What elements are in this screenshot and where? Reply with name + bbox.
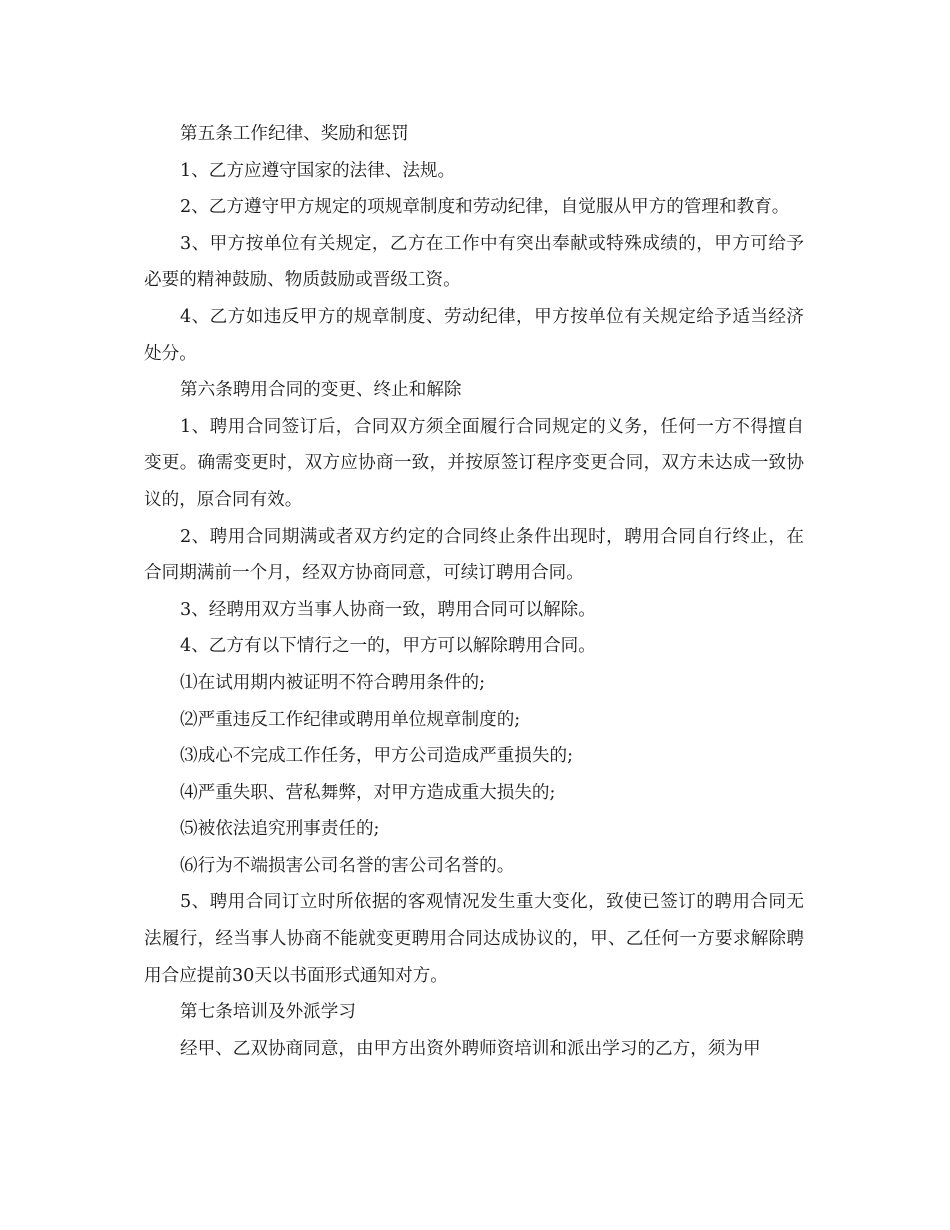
paragraph: 5、聘用合同订立时所依据的客观情况发生重大变化，致使已签订的聘用合同无法履行，经当事人协商不能就变更聘用合同达成协议的，甲、乙任何一方要求解除聘用合应提前30天以书面形式通知对方。 xyxy=(144,892,804,986)
paragraph: 2、聘用合同期满或者双方约定的合同终止条件出现时，聘用合同自行终止，在合同期满前一个月，经双方协商同意，可续订聘用合同。 xyxy=(144,526,804,584)
list-item: ⑹行为不端损害公司名誉的害公司名誉的。 xyxy=(180,855,515,876)
section-heading-6: 第六条聘用合同的变更、终止和解除 xyxy=(180,380,462,401)
paragraph: 3、经聘用双方当事人协商一致，聘用合同可以解除。 xyxy=(180,599,596,620)
paragraph: 1、乙方应遵守国家的法律、法规。 xyxy=(180,160,456,181)
paragraph: 4、乙方如违反甲方的规章制度、劳动纪律，甲方按单位有关规定给予适当经济处分。 xyxy=(144,306,804,364)
section-heading-7: 第七条培训及外派学习 xyxy=(180,1002,356,1023)
list-item: ⑴在试用期内被证明不符合聘用条件的; xyxy=(180,672,486,693)
list-item: ⑵严重违反工作纪律或聘用单位规章制度的; xyxy=(180,709,521,730)
paragraph: 经甲、乙双协商同意，由甲方出资外聘师资培训和派出学习的乙方，须为甲 xyxy=(180,1038,761,1059)
document-body xyxy=(144,116,804,1067)
paragraph: 4、乙方有以下情行之一的，甲方可以解除聘用合同。 xyxy=(180,636,596,657)
list-item: ⑷严重失职、营私舞弊，对甲方造成重大损失的; xyxy=(180,782,556,803)
paragraph: 2、乙方遵守甲方规定的项规章制度和劳动纪律，自觉服从甲方的管理和教育。 xyxy=(180,197,790,218)
list-item: ⑸被依法追究刑事责任的; xyxy=(180,819,380,840)
paragraph: 3、甲方按单位有关规定，乙方在工作中有突出奉献或特殊成绩的，甲方可给予必要的精神鼓励、物质鼓励或晋级工资。 xyxy=(144,233,804,291)
list-item: ⑶成心不完成工作任务，甲方公司造成严重损失的; xyxy=(180,746,573,767)
paragraph: 1、聘用合同签订后，合同双方须全面履行合同规定的义务，任何一方不得擅自变更。确需变更时，双方应协商一致，并按原签订程序变更合同，双方未达成一致协议的，原合同有效。 xyxy=(144,416,804,510)
section-heading-5: 第五条工作纪律、奖励和惩罚 xyxy=(180,124,409,144)
